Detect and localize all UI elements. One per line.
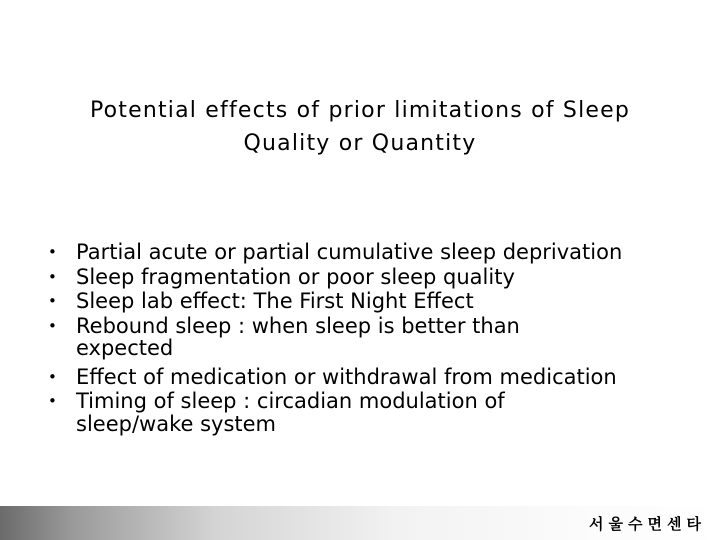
bullet-text: Sleep fragmentation or poor sleep quality [76, 264, 515, 289]
bullet-icon: • [48, 316, 57, 335]
bullet-text: Effect of medication or withdrawal from medication [76, 364, 617, 389]
bullet-text: Partial acute or partial cumulative sleep deprivation [76, 240, 623, 264]
bullet-text: Sleep lab effect: The First Night Effect [76, 289, 474, 313]
slide-title-line-1: Potential effects of prior limitations of Sleep [89, 98, 631, 123]
bullet-text: Rebound sleep : when sleep is better than expected [76, 313, 520, 360]
slide-title-line-2: Quality or Quantity [243, 131, 477, 156]
footer-label: 서울수면센타 [589, 515, 706, 533]
bullet-icon: • [48, 392, 57, 410]
list-item [44, 390, 684, 435]
bullet-icon: • [48, 243, 57, 261]
bullet-icon: • [48, 292, 57, 310]
slide-title [36, 94, 684, 160]
bullet-icon: • [48, 267, 57, 286]
list-item [44, 315, 684, 360]
list-item [44, 241, 684, 264]
bullet-icon: • [48, 367, 57, 386]
list-item [44, 266, 684, 289]
list-item [44, 290, 684, 313]
list-item [44, 366, 684, 389]
bullet-list [44, 241, 684, 441]
bullet-text: Timing of sleep : circadian modulation of sleep/wake system [76, 389, 505, 436]
